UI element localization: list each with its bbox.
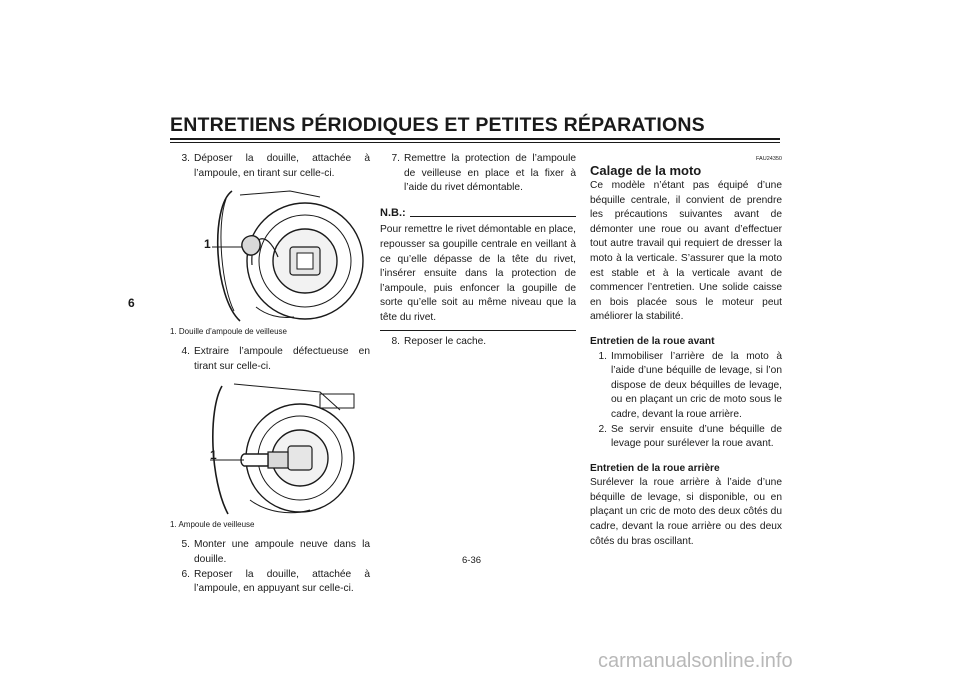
step-8 xyxy=(380,335,576,350)
intro-paragraph: Ce modèle n’étant pas équipé d’une béquille centrale, il convient de prendre les précautions suivantes avant de démonter une roue ou avant d’effectuer tout autre travail qui requiert de dresser la moto à la verticale. S’assurer que la moto est stable et à la verticale avant de commencer l’entretien. Une solide caisse en bois placée sous le moteur peut améliorer la stabilité. xyxy=(590,180,782,323)
column-3 xyxy=(590,152,782,549)
section-title: Calage de la moto xyxy=(590,163,702,178)
note-closing-rule xyxy=(380,330,576,331)
step-number: 4. xyxy=(181,346,190,358)
step-5 xyxy=(170,538,370,567)
step-number: 2. xyxy=(598,423,607,435)
page-title: ENTRETIENS PÉRIODIQUES ET PETITES RÉPARATIONS xyxy=(170,114,705,136)
headlight-socket-illustration xyxy=(170,187,366,325)
column-2 xyxy=(380,152,576,349)
step-3 xyxy=(170,152,370,181)
front-step-1 xyxy=(590,350,782,423)
step-4 xyxy=(170,345,370,374)
front-wheel-heading: Entretien de la roue avant xyxy=(590,335,715,347)
note-header xyxy=(380,206,576,221)
step-text: Immobiliser l’arrière de la moto à l’aide d’une béquille de levage, si l’on dispose de deux béquilles de levage, ou en plaçant un cric de moto sous le cadre, devant la roue arrière. xyxy=(611,350,782,420)
title-rule-thick xyxy=(170,138,780,140)
figure-caption: 1. Douille d’ampoule de veilleuse xyxy=(170,327,287,337)
step-text: Extraire l’ampoule défectueuse en tirant sur celle-ci. xyxy=(194,346,370,372)
step-text: Monter une ampoule neuve dans la douille. xyxy=(194,539,370,565)
note-text: Pour remettre le rivet démontable en place, repousser sa goupille centrale en veillant à ce qu’elle dépasse de la tête du rivet, l’insérer ensuite dans la protection de l’ampoule, puis enfoncer la goupille de sorte qu’elle soit au même niveau que la tête du rivet. xyxy=(380,224,576,323)
rear-wheel-heading: Entretien de la roue arrière xyxy=(590,462,720,474)
note-rule xyxy=(410,216,576,217)
rear-wheel-paragraph: Surélever la roue arrière à l’aide d’une béquille de levage, si disponible, ou en plaçant un cric de moto des deux côtés du cadre, devant la roue arrière ou des deux côtés du bras oscillant. xyxy=(590,477,782,547)
column-1 xyxy=(170,152,370,597)
step-text: Reposer le cache. xyxy=(404,335,487,347)
figure-bulb-socket xyxy=(170,187,366,325)
step-text: Déposer la douille, attachée à l’ampoule, en tirant sur celle-ci. xyxy=(194,153,370,179)
figure-bulb xyxy=(170,380,366,518)
step-number: 7. xyxy=(391,153,400,164)
chapter-tab: 6 xyxy=(128,296,135,310)
step-6 xyxy=(170,568,370,597)
step-text: Se servir ensuite d’une béquille de levage pour surélever la roue avant. xyxy=(611,423,782,450)
step-number: 8. xyxy=(391,335,400,347)
headlight-bulb-illustration xyxy=(170,380,366,518)
step-number: 1. xyxy=(598,350,607,362)
page-number: 6-36 xyxy=(462,555,482,566)
step-number: 6. xyxy=(181,568,190,580)
step-7 xyxy=(380,152,576,196)
note-label: N.B.: xyxy=(380,206,406,219)
callout-number: 1 xyxy=(210,448,217,463)
title-rule-thin xyxy=(170,142,780,143)
step-text: Remettre la protection de l’ampoule de veilleuse en place et la fixer à l’aide du rivet démontable. xyxy=(404,153,576,194)
step-number: 5. xyxy=(181,539,190,551)
figure-caption: 1. Ampoule de veilleuse xyxy=(170,520,255,530)
step-number: 3. xyxy=(181,153,190,164)
watermark: carmanualsonline.info xyxy=(598,650,793,672)
callout-number: 1 xyxy=(204,237,211,252)
step-text: Reposer la douille, attachée à l’ampoule, en appuyant sur celle-ci. xyxy=(194,568,370,595)
front-step-2 xyxy=(590,423,782,452)
reference-code: FAU24350 xyxy=(756,156,782,162)
